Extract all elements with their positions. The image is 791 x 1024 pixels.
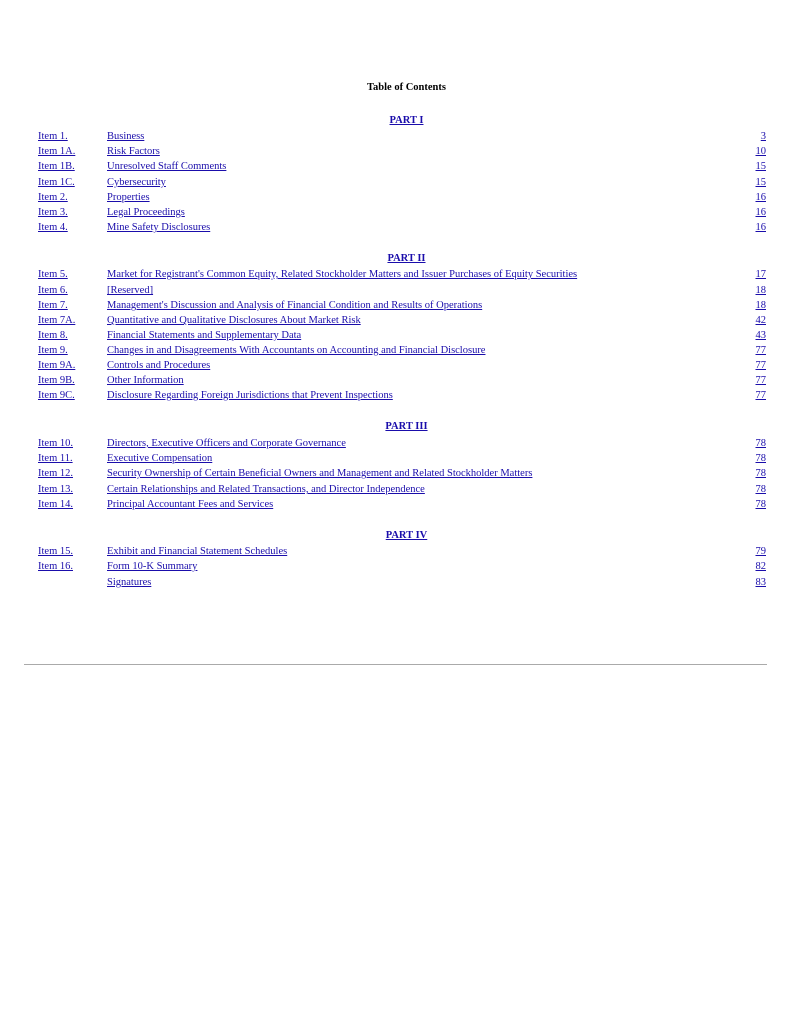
page-number-link[interactable]: 18 [755, 285, 766, 296]
page-number-link[interactable]: 77 [755, 375, 766, 386]
description-link[interactable]: Security Ownership of Certain Beneficial Owners and Management and Related Stockholder Matters [107, 468, 533, 479]
page-number-link[interactable]: 15 [755, 177, 766, 188]
item-link[interactable]: Item 1. [38, 131, 68, 142]
toc-row [0, 144, 791, 159]
description-link[interactable]: Executive Compensation [107, 453, 213, 464]
toc-row [0, 298, 791, 313]
toc-row [0, 451, 791, 466]
part-1-link[interactable]: PART I [389, 115, 424, 126]
page-number-link[interactable]: 77 [755, 345, 766, 356]
description-link[interactable]: Principal Accountant Fees and Services [107, 499, 274, 510]
toc-row [0, 190, 791, 205]
page-number-link[interactable]: 78 [755, 468, 766, 479]
toc-row [0, 436, 791, 451]
item-link[interactable]: Item 9A. [38, 360, 76, 371]
page-number-link[interactable]: 3 [760, 131, 766, 142]
part-heading-3[interactable] [0, 421, 791, 432]
item-link[interactable]: Item 7. [38, 300, 68, 311]
toc-row [0, 358, 791, 373]
description-link[interactable]: Certain Relationships and Related Transactions, and Director Independence [107, 484, 425, 495]
toc-row [0, 575, 791, 590]
item-link[interactable]: Item 5. [38, 269, 68, 280]
item-link[interactable]: Item 11. [38, 453, 73, 464]
page-number-link[interactable]: 42 [755, 315, 766, 326]
description-link[interactable]: Properties [107, 192, 150, 203]
description-link[interactable]: Financial Statements and Supplementary Data [107, 330, 302, 341]
description-link[interactable]: Changes in and Disagreements With Accountants on Accounting and Financial Disclosure [107, 345, 486, 356]
page-number-link[interactable]: 16 [755, 207, 766, 218]
page-number-link[interactable]: 16 [755, 222, 766, 233]
page-number-link[interactable]: 10 [755, 146, 766, 157]
part-heading-2[interactable] [0, 253, 791, 264]
page-number-link[interactable]: 83 [755, 577, 766, 588]
item-link[interactable]: Item 8. [38, 330, 68, 341]
item-link[interactable]: Item 4. [38, 222, 68, 233]
page-number-link[interactable]: 78 [755, 484, 766, 495]
toc-row [0, 466, 791, 481]
part-3-link[interactable]: PART III [385, 421, 428, 432]
part-2-link[interactable]: PART II [387, 253, 426, 264]
page-number-link[interactable]: 16 [755, 192, 766, 203]
item-link[interactable]: Item 16. [38, 561, 73, 572]
toc-row [0, 497, 791, 512]
item-link[interactable]: Item 2. [38, 192, 68, 203]
toc-row [0, 482, 791, 497]
part-heading-1[interactable] [0, 115, 791, 126]
item-link[interactable]: Item 7A. [38, 315, 76, 326]
item-link[interactable]: Item 9B. [38, 375, 75, 386]
item-link[interactable]: Item 9. [38, 345, 68, 356]
page-number-link[interactable]: 17 [755, 269, 766, 280]
part-heading-4[interactable] [0, 530, 791, 541]
toc-row [0, 175, 791, 190]
page-number-link[interactable]: 15 [755, 161, 766, 172]
part-4-link[interactable]: PART IV [385, 530, 428, 541]
description-link[interactable]: Other Information [107, 375, 184, 386]
page-number-link[interactable]: 77 [755, 360, 766, 371]
toc-row [0, 373, 791, 388]
description-link[interactable]: Quantitative and Qualitative Disclosures About Market Risk [107, 315, 361, 326]
item-link[interactable]: Item 14. [38, 499, 73, 510]
toc-row [0, 267, 791, 282]
description-link[interactable]: [Reserved] [107, 285, 154, 296]
description-link[interactable]: Controls and Procedures [107, 360, 211, 371]
description-link[interactable]: Unresolved Staff Comments [107, 161, 227, 172]
description-link[interactable]: Legal Proceedings [107, 207, 185, 218]
description-link[interactable]: Market for Registrant's Common Equity, Related Stockholder Matters and Issuer Purchases of Equity Securities [107, 269, 578, 280]
page-divider [24, 664, 767, 665]
item-link[interactable]: Item 10. [38, 438, 73, 449]
item-link[interactable]: Item 15. [38, 546, 73, 557]
item-link[interactable]: Item 6. [38, 285, 68, 296]
description-link[interactable]: Disclosure Regarding Foreign Jurisdictions that Prevent Inspections [107, 390, 393, 401]
page-number-link[interactable]: 82 [755, 561, 766, 572]
toc-row [0, 283, 791, 298]
item-link[interactable]: Item 13. [38, 484, 73, 495]
description-link[interactable]: Management's Discussion and Analysis of Financial Condition and Results of Operations [107, 300, 483, 311]
toc-row [0, 388, 791, 403]
page-number-link[interactable]: 78 [755, 453, 766, 464]
description-link[interactable]: Form 10-K Summary [107, 561, 198, 572]
toc-row [0, 220, 791, 235]
item-link[interactable]: Item 1A. [38, 146, 76, 157]
description-link[interactable]: Exhibit and Financial Statement Schedules [107, 546, 288, 557]
item-link[interactable]: Item 9C. [38, 390, 75, 401]
toc-row [0, 559, 791, 574]
page-number-link[interactable]: 77 [755, 390, 766, 401]
page-number-link[interactable]: 18 [755, 300, 766, 311]
description-link[interactable]: Risk Factors [107, 146, 160, 157]
description-link[interactable]: Cybersecurity [107, 177, 166, 188]
page-number-link[interactable]: 43 [755, 330, 766, 341]
page-number-link[interactable]: 78 [755, 499, 766, 510]
page-number-link[interactable]: 78 [755, 438, 766, 449]
toc-row [0, 544, 791, 559]
description-link[interactable]: Directors, Executive Officers and Corporate Governance [107, 438, 346, 449]
item-link[interactable]: Item 12. [38, 468, 73, 479]
toc-row [0, 205, 791, 220]
item-link[interactable]: Item 1C. [38, 177, 75, 188]
description-link[interactable]: Business [107, 131, 145, 142]
toc-row [0, 129, 791, 144]
toc-row [0, 343, 791, 358]
item-link[interactable]: Item 3. [38, 207, 68, 218]
description-link[interactable]: Signatures [107, 577, 152, 588]
item-link[interactable]: Item 1B. [38, 161, 75, 172]
page-number-link[interactable]: 79 [755, 546, 766, 557]
description-link[interactable]: Mine Safety Disclosures [107, 222, 211, 233]
page-title: Table of Contents [367, 82, 446, 93]
toc-row [0, 313, 791, 328]
toc-row [0, 328, 791, 343]
toc-row [0, 159, 791, 174]
